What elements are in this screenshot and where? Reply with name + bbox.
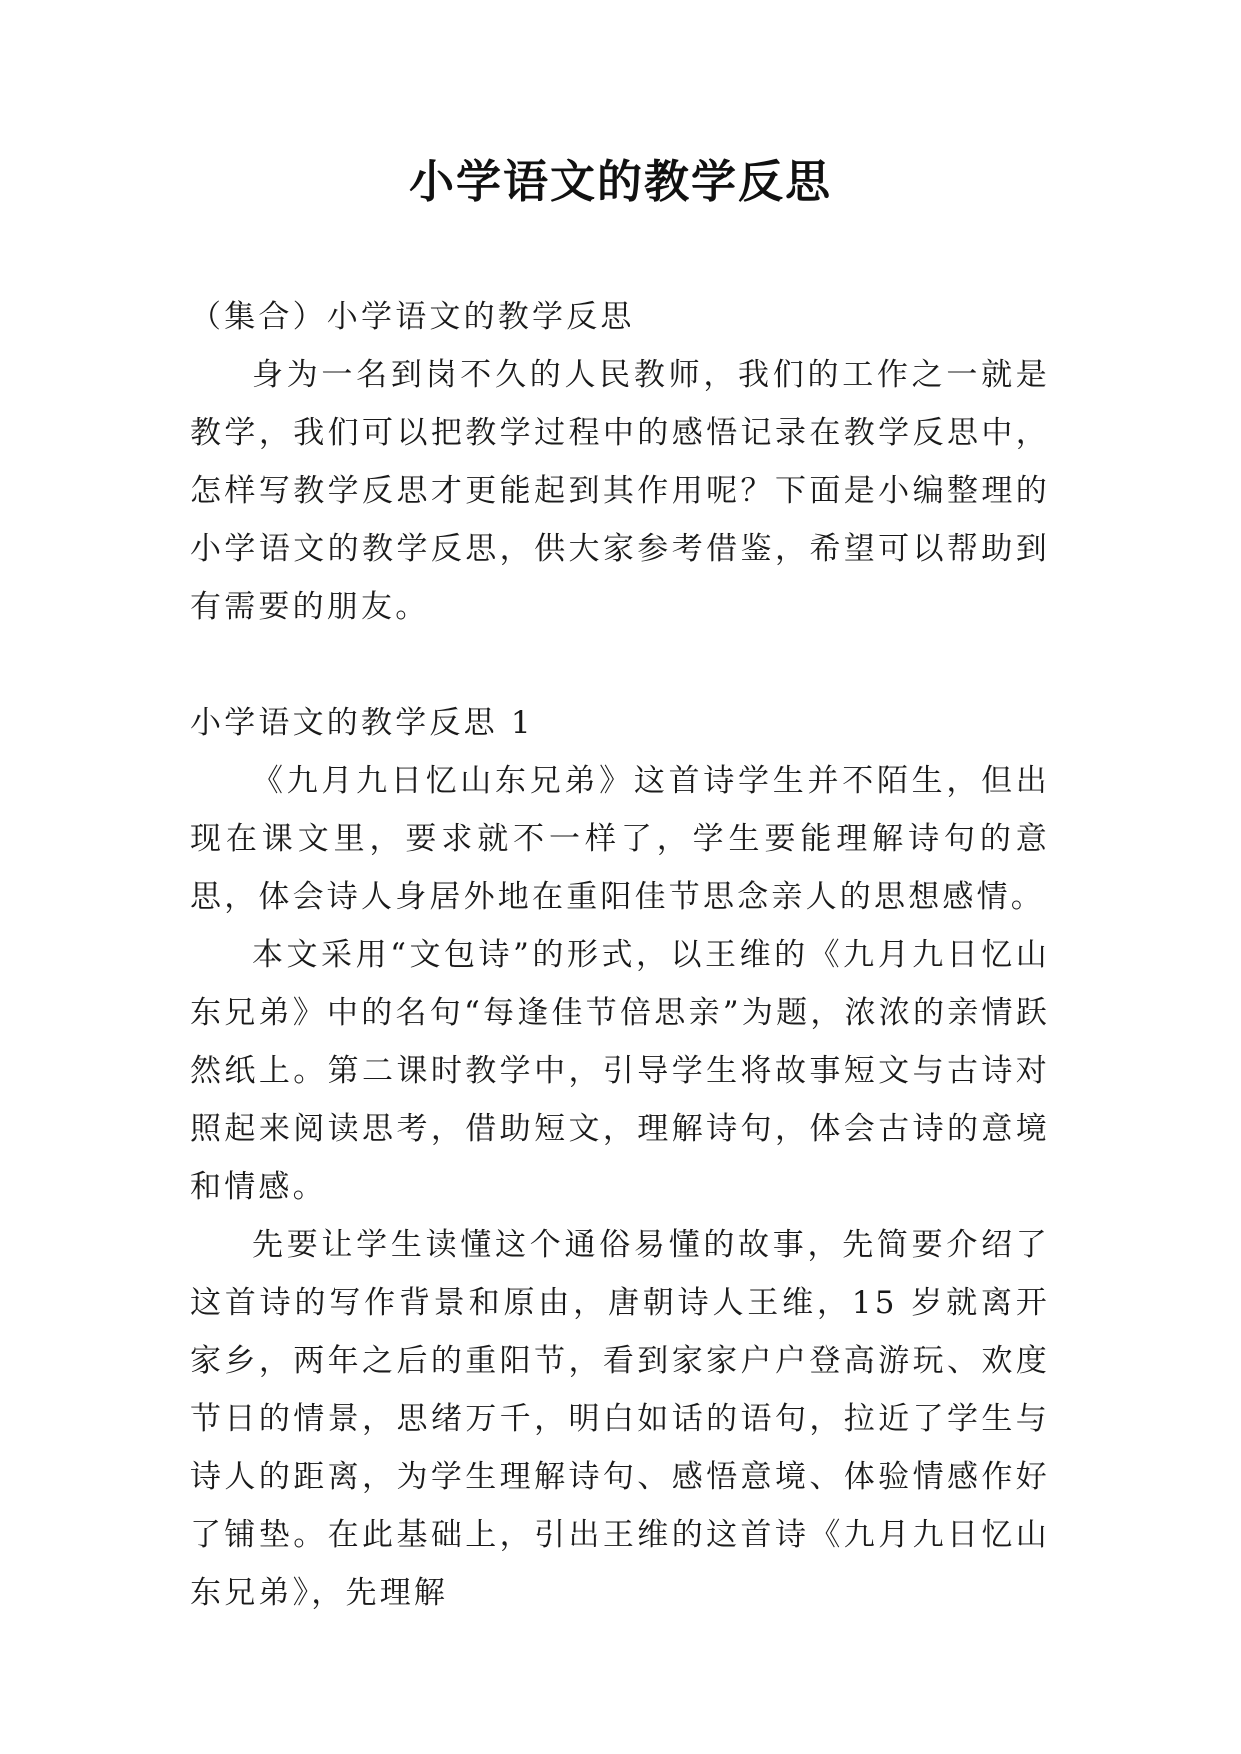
section-spacer [190,636,1050,694]
body-paragraph: 《九月九日忆山东兄弟》这首诗学生并不陌生，但出现在课文里，要求就不一样了，学生要能理解诗句的意思，体会诗人身居外地在重阳佳节思念亲人的思想感情。 [190,763,1050,915]
section-heading: 小学语文的教学反思 1 [190,705,534,741]
document-body [190,288,1050,1622]
document-subtitle: （集合）小学语文的教学反思 [190,299,635,335]
body-paragraph: 先要让学生读懂这个通俗易懂的故事，先简要介绍了这首诗的写作背景和原由，唐朝诗人王维，15 岁就离开家乡，两年之后的重阳节，看到家家户户登高游玩、欢度节日的情景，思绪万千，明白如话的语句，拉近了学生与诗人的距离，为学生理解诗句、感悟意境、体验情感作好了铺垫。在此基础上，引出王维的这首诗《九月九日忆山东兄弟》，先理解 [190,1227,1050,1611]
document-title: 小学语文的教学反思 [408,155,832,208]
intro-paragraph: 身为一名到岗不久的人民教师，我们的工作之一就是教学，我们可以把教学过程中的感悟记录在教学反思中，怎样写教学反思才更能起到其作用呢？下面是小编整理的小学语文的教学反思，供大家参考借鉴，希望可以帮助到有需要的朋友。 [190,357,1050,625]
body-paragraph: 本文采用“文包诗”的形式，以王维的《九月九日忆山东兄弟》中的名句“每逢佳节倍思亲”为题，浓浓的亲情跃然纸上。第二课时教学中，引导学生将故事短文与古诗对照起来阅读思考，借助短文，理解诗句，体会古诗的意境和情感。 [190,937,1050,1205]
